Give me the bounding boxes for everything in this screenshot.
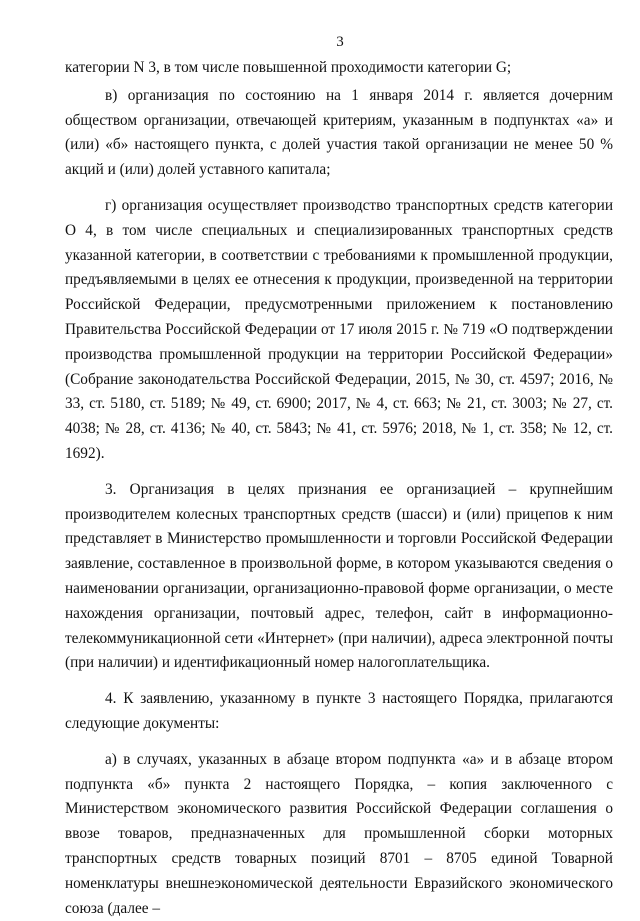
paragraph-subpoint-g: г) организация осуществляет производство транспортных средств категории О 4, в том числе специальных и специализированных транспортных средств указанной категории, в соответствии с требованиями к промышленной продукции, предъявляемыми в целях ее отнесения к продукции, произведенной на территории Российской Федерации, предусмотренными приложением к постановлению Правительства Российской Федерации от 17 июля 2015 г. № 719 «О подтверждении производства промышленной продукции на территории Российской Федерации» (Собрание законодательства Российской Федерации, 2015, № 30, ст. 4597; 2016, № 33, ст. 5180, ст. 5189; № 49, ст. 6900; 2017, № 4, ст. 663; № 21, ст. 3003; № 27, ст. 4038; № 28, ст. 4136; № 40, ст. 5843; № 41, ст. 5976; 2018, № 1, ст. 358; № 12, ст. 1692). <box>65 196 613 462</box>
document-body <box>65 56 613 921</box>
paragraph-subpoint-v: в) организация по состоянию на 1 января 2014 г. является дочерним обществом организации, отвечающей критериям, указанным в подпунктах «а» и (или) «б» настоящего пункта, с долей участия такой организации не менее 50 % акций и (или) долей уставного капитала; <box>65 86 613 179</box>
paragraph-subpoint-a: а) в случаях, указанных в абзаце втором подпункта «а» и в абзаце втором подпункта «б» пункта 2 настоящего Порядка, – копия заключенного с Министерством экономического развития Российской Федерации соглашения о ввозе товаров, предназначенных для промышленной сборки моторных транспортных средств товарных позиций 8701 – 8705 единой Товарной номенклатуры внешнеэкономической деятельности Евразийского экономического союза (далее – <box>65 750 613 917</box>
paragraph-continuation: категории N 3, в том числе повышенной проходимости категории G; <box>65 59 512 76</box>
page-number: 3 <box>336 34 344 50</box>
paragraph-point-4: 4. К заявлению, указанному в пункте 3 настоящего Порядка, прилагаются следующие документы: <box>65 690 613 732</box>
paragraph-point-3: 3. Организация в целях признания ее организацией – крупнейшим производителем колесных транспортных средств (шасси) и (или) прицепов к ним представляет в Министерство промышленности и торговли Российской Федерации заявление, составленное в произвольной форме, в котором указываются сведения о наименовании организации, организационно-правовой форме организации, о месте нахождения организации, почтовый адрес, телефон, сайт в информационно-телекоммуникационной сети «Интернет» (при наличии), адреса электронной почты (при наличии) и идентификационный номер налогоплательщика. <box>65 480 613 672</box>
